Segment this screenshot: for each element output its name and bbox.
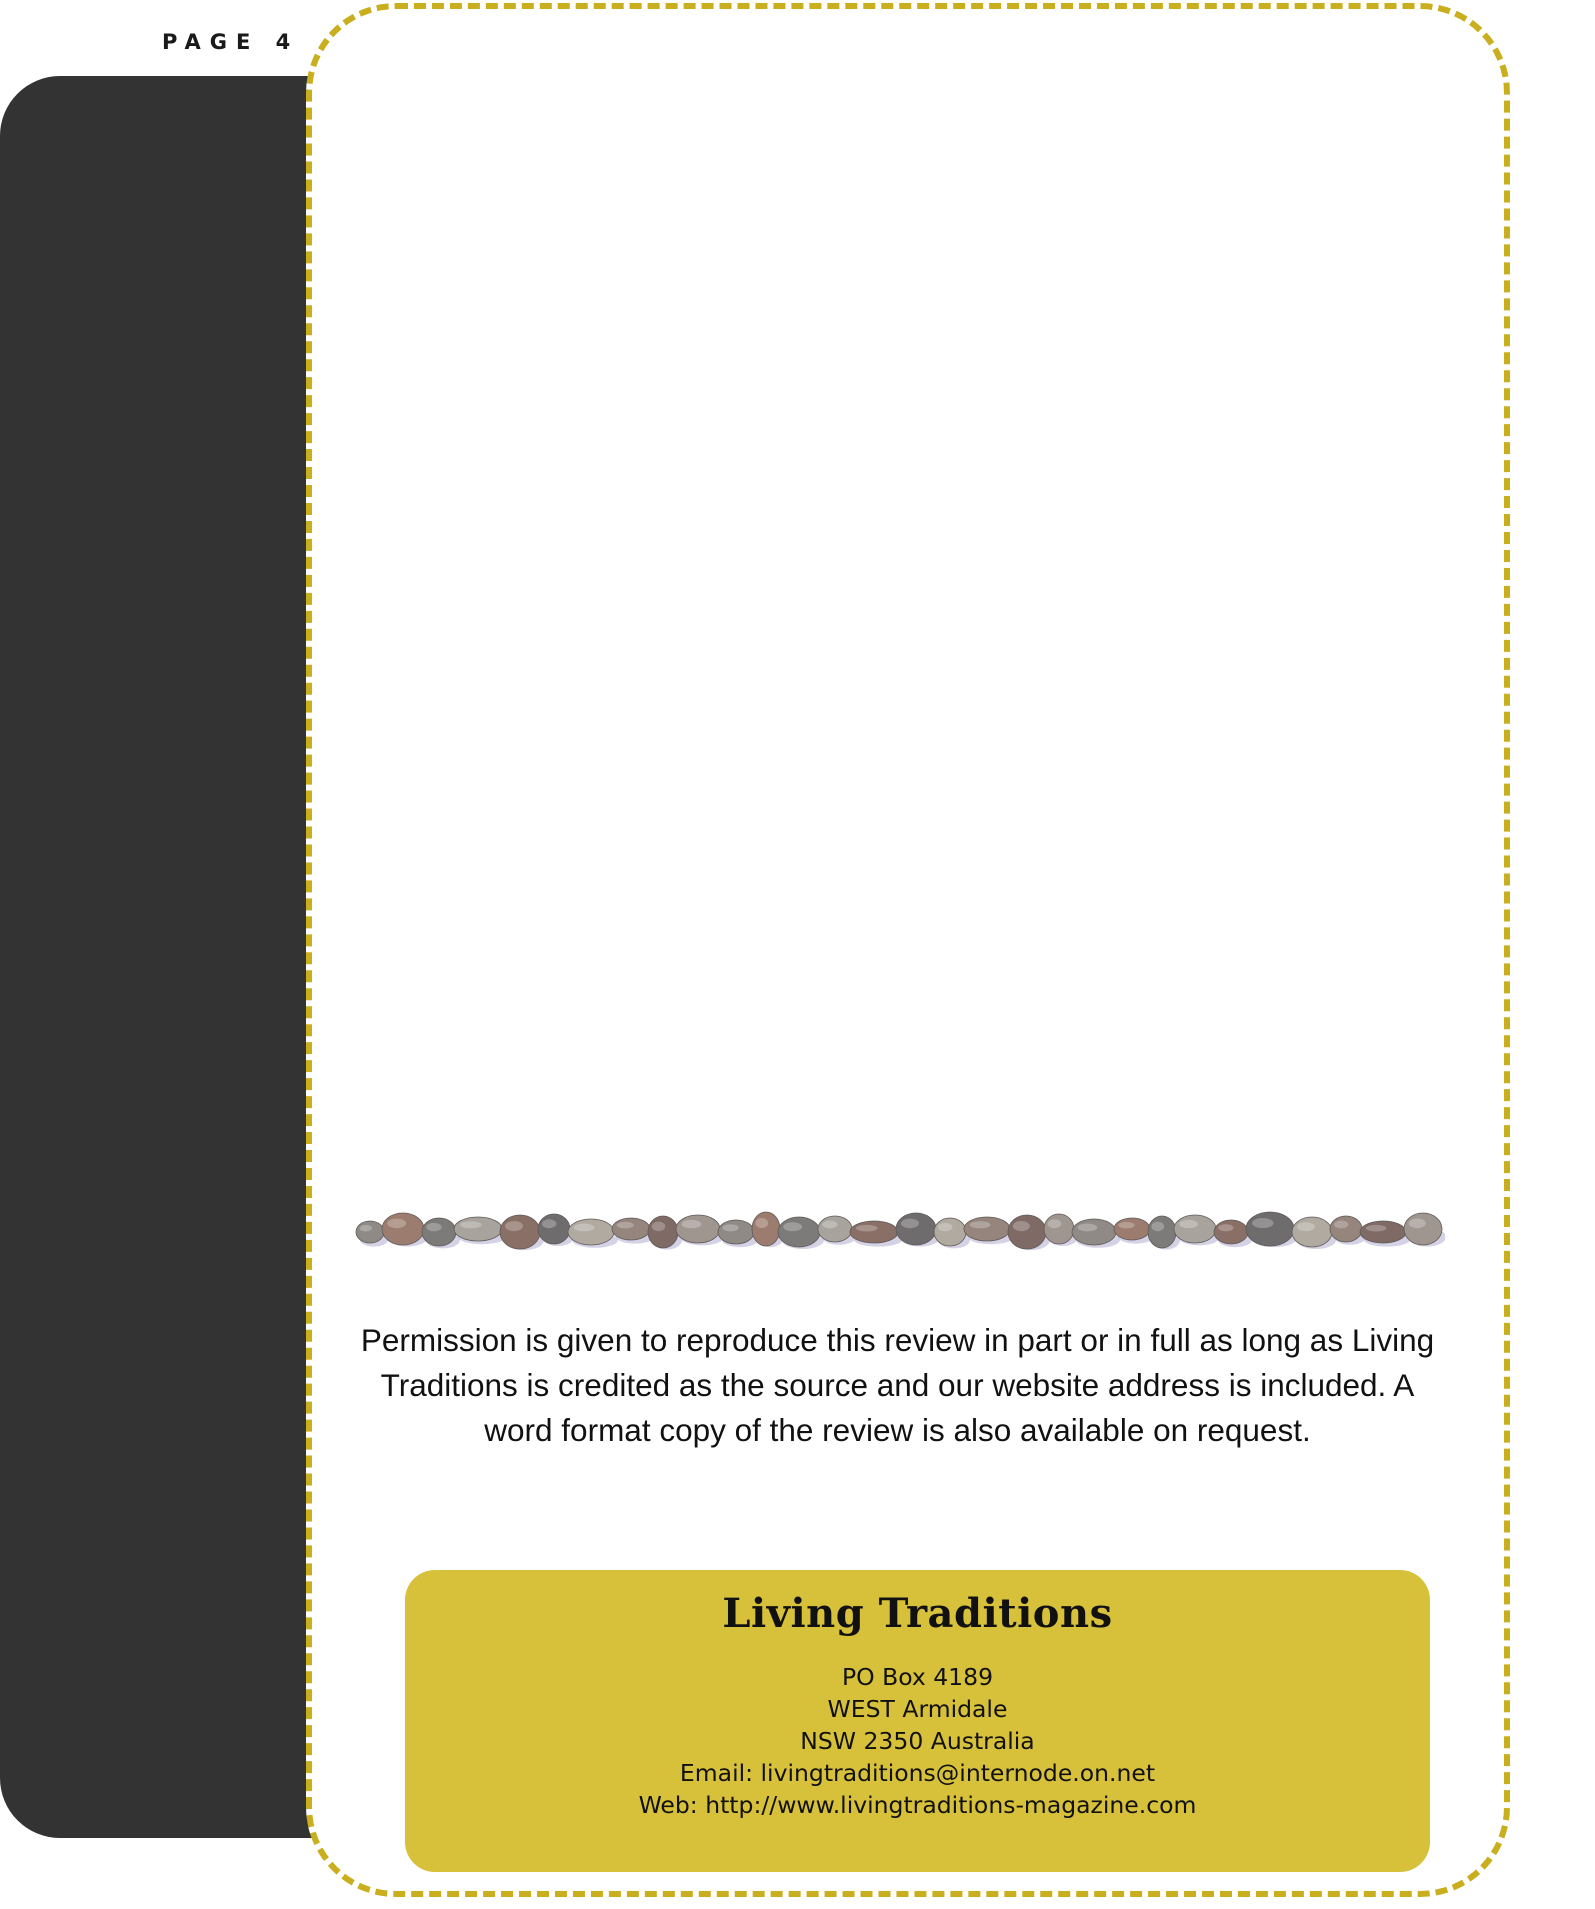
pebble — [500, 1215, 540, 1249]
pebble-highlight — [1297, 1222, 1315, 1231]
pebble-highlight — [574, 1224, 595, 1232]
pebble — [648, 1216, 678, 1248]
pebble — [1330, 1216, 1362, 1242]
pebble-highlight — [970, 1221, 991, 1228]
pebble-highlight — [822, 1221, 837, 1229]
town-line: WEST Armidale — [827, 1695, 1008, 1723]
pebble-highlight — [783, 1222, 802, 1231]
pebble-highlight — [723, 1224, 739, 1231]
pebble — [676, 1215, 720, 1243]
pebble — [356, 1221, 384, 1243]
pebble — [1292, 1217, 1332, 1247]
pebble-highlight — [1179, 1220, 1198, 1228]
website-line[interactable]: Web: http://www.livingtraditions-magazine.com — [638, 1791, 1197, 1819]
pebble-highlight — [682, 1220, 702, 1228]
pebble-highlight — [360, 1225, 373, 1232]
pebble-highlight — [426, 1223, 441, 1231]
pebble — [934, 1218, 966, 1246]
pebble-highlight — [652, 1222, 666, 1232]
pebble-highlight — [1252, 1218, 1274, 1228]
pebble-highlight — [938, 1223, 952, 1231]
permission-notice: Permission is given to reproduce this review in part or in full as long as Living Traditions is credited as the source and our website address is included. A word format copy of the review is also available on request. — [360, 1322, 1435, 1448]
pebble-highlight — [1119, 1222, 1135, 1229]
pebble — [964, 1217, 1010, 1241]
pebble-highlight — [756, 1218, 769, 1228]
pebble-highlight — [387, 1219, 406, 1229]
pebble — [1404, 1213, 1442, 1245]
pebble — [422, 1218, 456, 1246]
pebble — [382, 1213, 424, 1245]
pebble — [1360, 1221, 1406, 1243]
pebble — [612, 1218, 650, 1240]
pebble-highlight — [1366, 1225, 1387, 1232]
po-box-line: PO Box 4189 — [841, 1663, 994, 1691]
pebble — [1148, 1216, 1176, 1248]
pebble-highlight — [1048, 1219, 1062, 1228]
pebble-highlight — [1409, 1219, 1426, 1229]
pebble-highlight — [1218, 1224, 1233, 1231]
pebble — [568, 1219, 614, 1245]
pebble — [454, 1217, 502, 1241]
pebble-highlight — [856, 1225, 878, 1232]
pebble — [818, 1216, 852, 1242]
pebble — [778, 1217, 820, 1247]
pebble — [1214, 1220, 1248, 1244]
email-line[interactable]: Email: livingtraditions@internode.on.net — [679, 1759, 1156, 1787]
pebble-highlight — [505, 1221, 523, 1231]
pebble — [1072, 1219, 1116, 1245]
pebble — [718, 1220, 754, 1244]
pebble-divider — [350, 1200, 1445, 1264]
pebble-highlight — [1078, 1224, 1098, 1232]
region-line: NSW 2350 Australia — [800, 1727, 1035, 1755]
pebble-highlight — [542, 1219, 556, 1228]
pebble — [752, 1212, 780, 1246]
pebble-highlight — [1334, 1221, 1348, 1229]
pebble-highlight — [617, 1222, 634, 1229]
pebble — [1008, 1215, 1046, 1249]
pebble — [850, 1221, 898, 1243]
pebble-highlight — [901, 1219, 919, 1229]
magazine-title: Living Traditions — [722, 1590, 1113, 1637]
pebble-highlight — [1152, 1222, 1165, 1232]
contact-info-box — [405, 1570, 1430, 1872]
page-number-label: PAGE 4 — [162, 30, 300, 54]
pebble — [1246, 1212, 1294, 1246]
pebble-highlight — [460, 1221, 482, 1228]
pebble — [1114, 1218, 1150, 1240]
pebble — [538, 1214, 570, 1244]
pebble — [1174, 1215, 1216, 1243]
pebble — [896, 1213, 936, 1245]
pebble-highlight — [1013, 1221, 1030, 1231]
pebble — [1044, 1214, 1074, 1244]
dark-side-panel — [0, 76, 330, 1838]
